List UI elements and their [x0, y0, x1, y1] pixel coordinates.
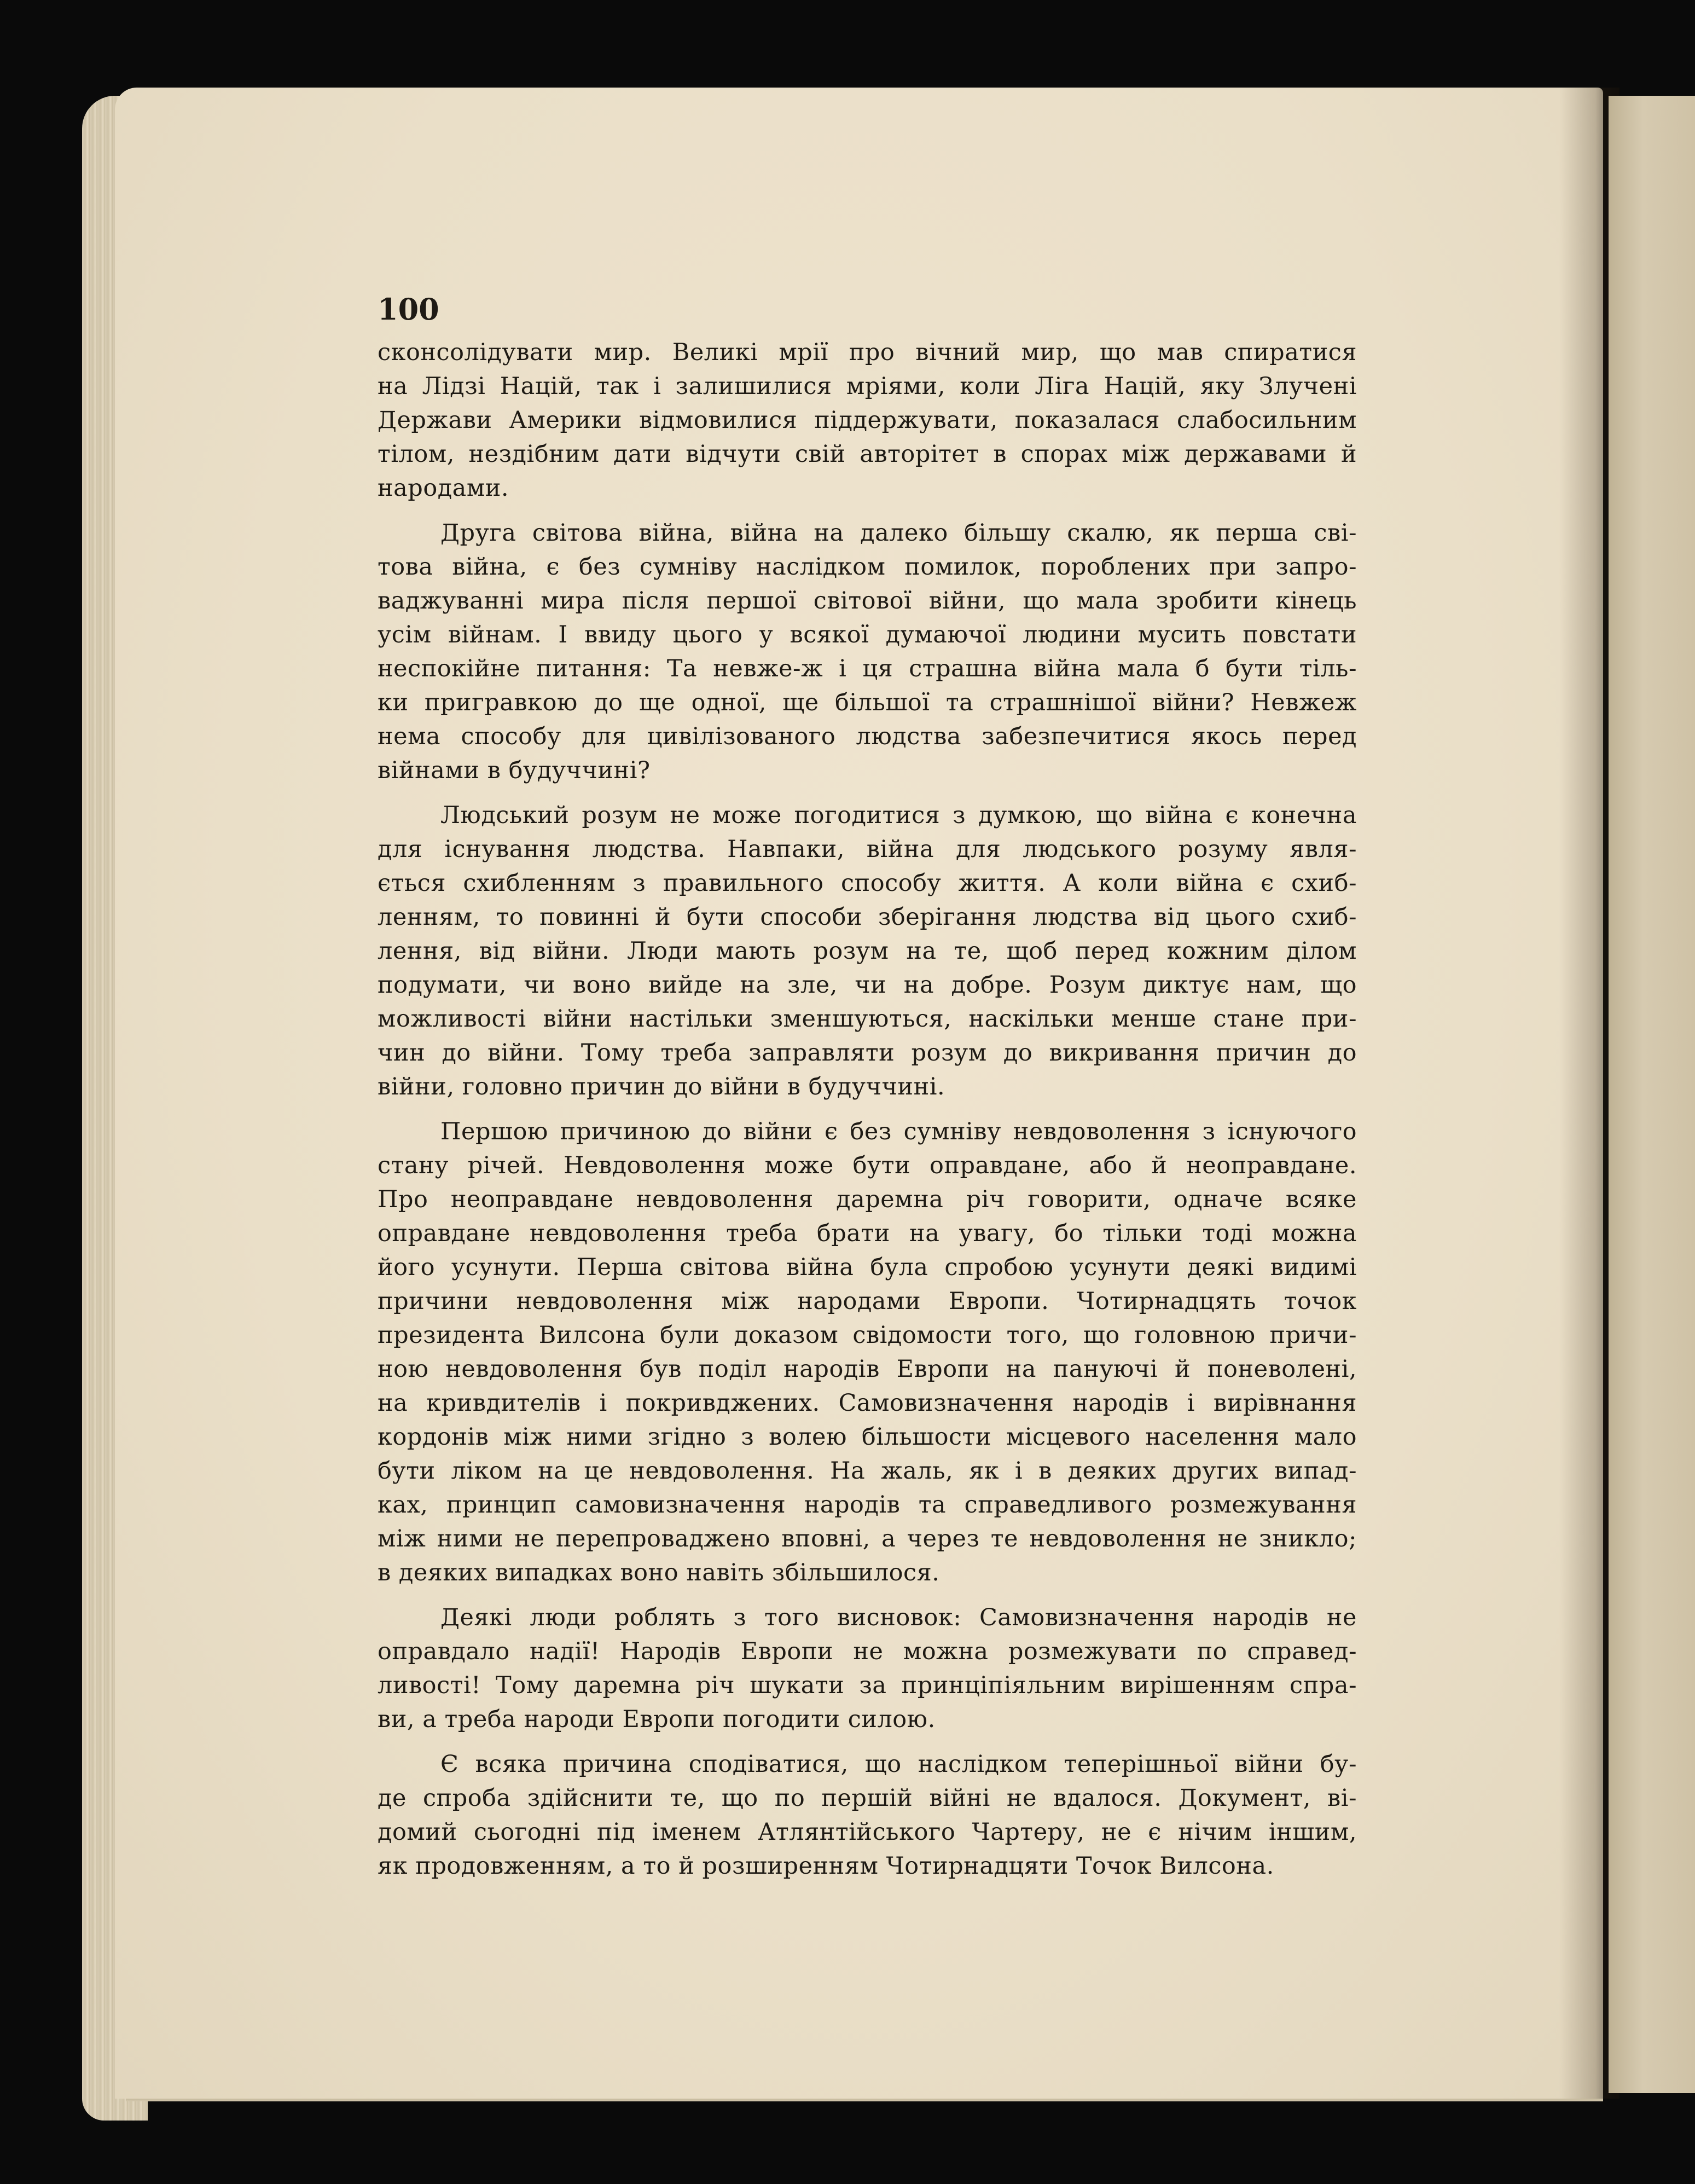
- text-line: домий сьогодні під іменем Атлянтійського Чартеру, не є нічим іншим,: [378, 1818, 1357, 1846]
- text-line: ках, принцип самовизначення народів та справедливого розмежування: [378, 1491, 1357, 1519]
- text-line: оправдало надії! Народів Европи не можна розмежувати по справед-: [378, 1638, 1357, 1665]
- text-line: Людський розум не може погодитися з думкою, що війна є конечна: [440, 802, 1357, 829]
- text-line: оправдане невдоволення треба брати на увагу, бо тільки тоді можна: [378, 1220, 1357, 1247]
- text-line: подумати, чи воно вийде на зле, чи на добре. Розум диктує нам, що: [378, 971, 1357, 999]
- text-line: причини невдоволення між народами Европи. Чотирнадцять точок: [378, 1288, 1357, 1315]
- text-line: Друга світова війна, війна на далеко більшу скалю, як перша сві-: [440, 519, 1357, 547]
- text-line: ною невдоволення був поділ народів Европи на пануючі й поневолені,: [378, 1355, 1357, 1383]
- text-line: де спроба здійснити те, що по першій війні не вдалося. Документ, ві-: [378, 1785, 1357, 1812]
- text-line: Деякі люди роблять з того висновок: Самовизначення народів не: [440, 1604, 1357, 1631]
- facing-page-edge: [1609, 96, 1695, 2093]
- text-line: бути ліком на це невдоволення. На жаль, як і в деяких других випад-: [378, 1457, 1357, 1485]
- text-line: війнами в будуччині?: [378, 757, 651, 784]
- text-line: для існування людства. Навпаки, війна для людського розуму явля-: [378, 836, 1357, 863]
- page-number: 100: [378, 292, 439, 327]
- text-line: тілом, нездібним дати відчути свій авторітет в спорах між державами й: [378, 441, 1357, 468]
- text-line: Першою причиною до війни є без сумніву невдоволення з існуючого: [440, 1118, 1357, 1145]
- text-line: ється схибленням з правильного способу життя. А коли війна є схиб-: [378, 870, 1357, 897]
- text-line: ви, а треба народи Европи погодити силою.: [378, 1706, 936, 1733]
- text-line: Є всяка причина сподіватися, що наслідком теперішньої війни бу-: [440, 1751, 1357, 1778]
- text-line: як продовженням, а то й розширенням Чотирнадцяти Точок Вилсона.: [378, 1852, 1274, 1880]
- text-line: нема способу для цивілізованого людства забезпечитися якось перед: [378, 723, 1357, 750]
- text-line: Держави Америки відмовилися піддержувати, показалася слабосильним: [378, 407, 1357, 434]
- paragraph: [378, 798, 1357, 1104]
- text-line: това війна, є без сумніву наслідком помилок, пороблених при запро-: [378, 553, 1357, 581]
- paragraph: [378, 516, 1357, 787]
- text-line: сконсолідувати мир. Великі мрії про вічний мир, що мав спиратися: [378, 339, 1357, 366]
- text-line: можливості війни настільки зменшуються, наскільки менше стане при-: [378, 1005, 1357, 1033]
- text-line: чин до війни. Тому треба заправляти розум до викривання причин до: [378, 1039, 1357, 1067]
- text-line: на Лідзі Націй, так і залишилися мріями, коли Ліга Націй, яку Злучені: [378, 373, 1357, 400]
- text-line: Про неоправдане невдоволення даремна річ говорити, одначе всяке: [378, 1186, 1357, 1213]
- text-line: лення, від війни. Люди мають розум на те, щоб перед кожним ділом: [378, 937, 1357, 965]
- text-line: на кривдителів і покривджених. Самовизначення народів і вирівнання: [378, 1389, 1357, 1417]
- text-line: ки пригравкою до ще одної, ще більшої та страшнішої війни? Невжеж: [378, 689, 1357, 716]
- text-line: неспокійне питання: Та невже-ж і ця страшна війна мала б бути тіль-: [378, 655, 1357, 682]
- text-line: усім війнам. І ввиду цього у всякої думаючої людини мусить повстати: [378, 621, 1357, 648]
- text-line: народами.: [378, 474, 509, 502]
- paragraph: [378, 1747, 1357, 1883]
- text-line: президента Вилсона були доказом свідомости того, що головною причи-: [378, 1322, 1357, 1349]
- text-line: стану річей. Невдоволення може бути оправдане, або й неоправдане.: [378, 1152, 1357, 1179]
- text-line: його усунути. Перша світова війна була спробою усунути деякі видимі: [378, 1254, 1357, 1281]
- paragraph: [378, 1115, 1357, 1590]
- text-line: кордонів між ними згідно з волею більшости місцевого населення мало: [378, 1423, 1357, 1451]
- text-line: ливості! Тому даремна річ шукати за принціпіяльним вирішенням спра-: [378, 1672, 1357, 1699]
- text-line: війни, головно причин до війни в будуччині.: [378, 1073, 945, 1100]
- text-line: між ними не перепроваджено вповні, а через те невдоволення не зникло;: [378, 1525, 1357, 1552]
- text-line: ваджуванні мира після першої світової війни, що мала зробити кінець: [378, 587, 1357, 615]
- page-content: [378, 293, 1357, 1894]
- text-line: ленням, то повинні й бути способи зберігання людства від цього схиб-: [378, 903, 1357, 931]
- paragraph: [378, 1601, 1357, 1736]
- text-line: в деяких випадках воно навіть збільшилося.: [378, 1559, 940, 1586]
- body-text: [378, 335, 1357, 1883]
- paragraph: [378, 335, 1357, 505]
